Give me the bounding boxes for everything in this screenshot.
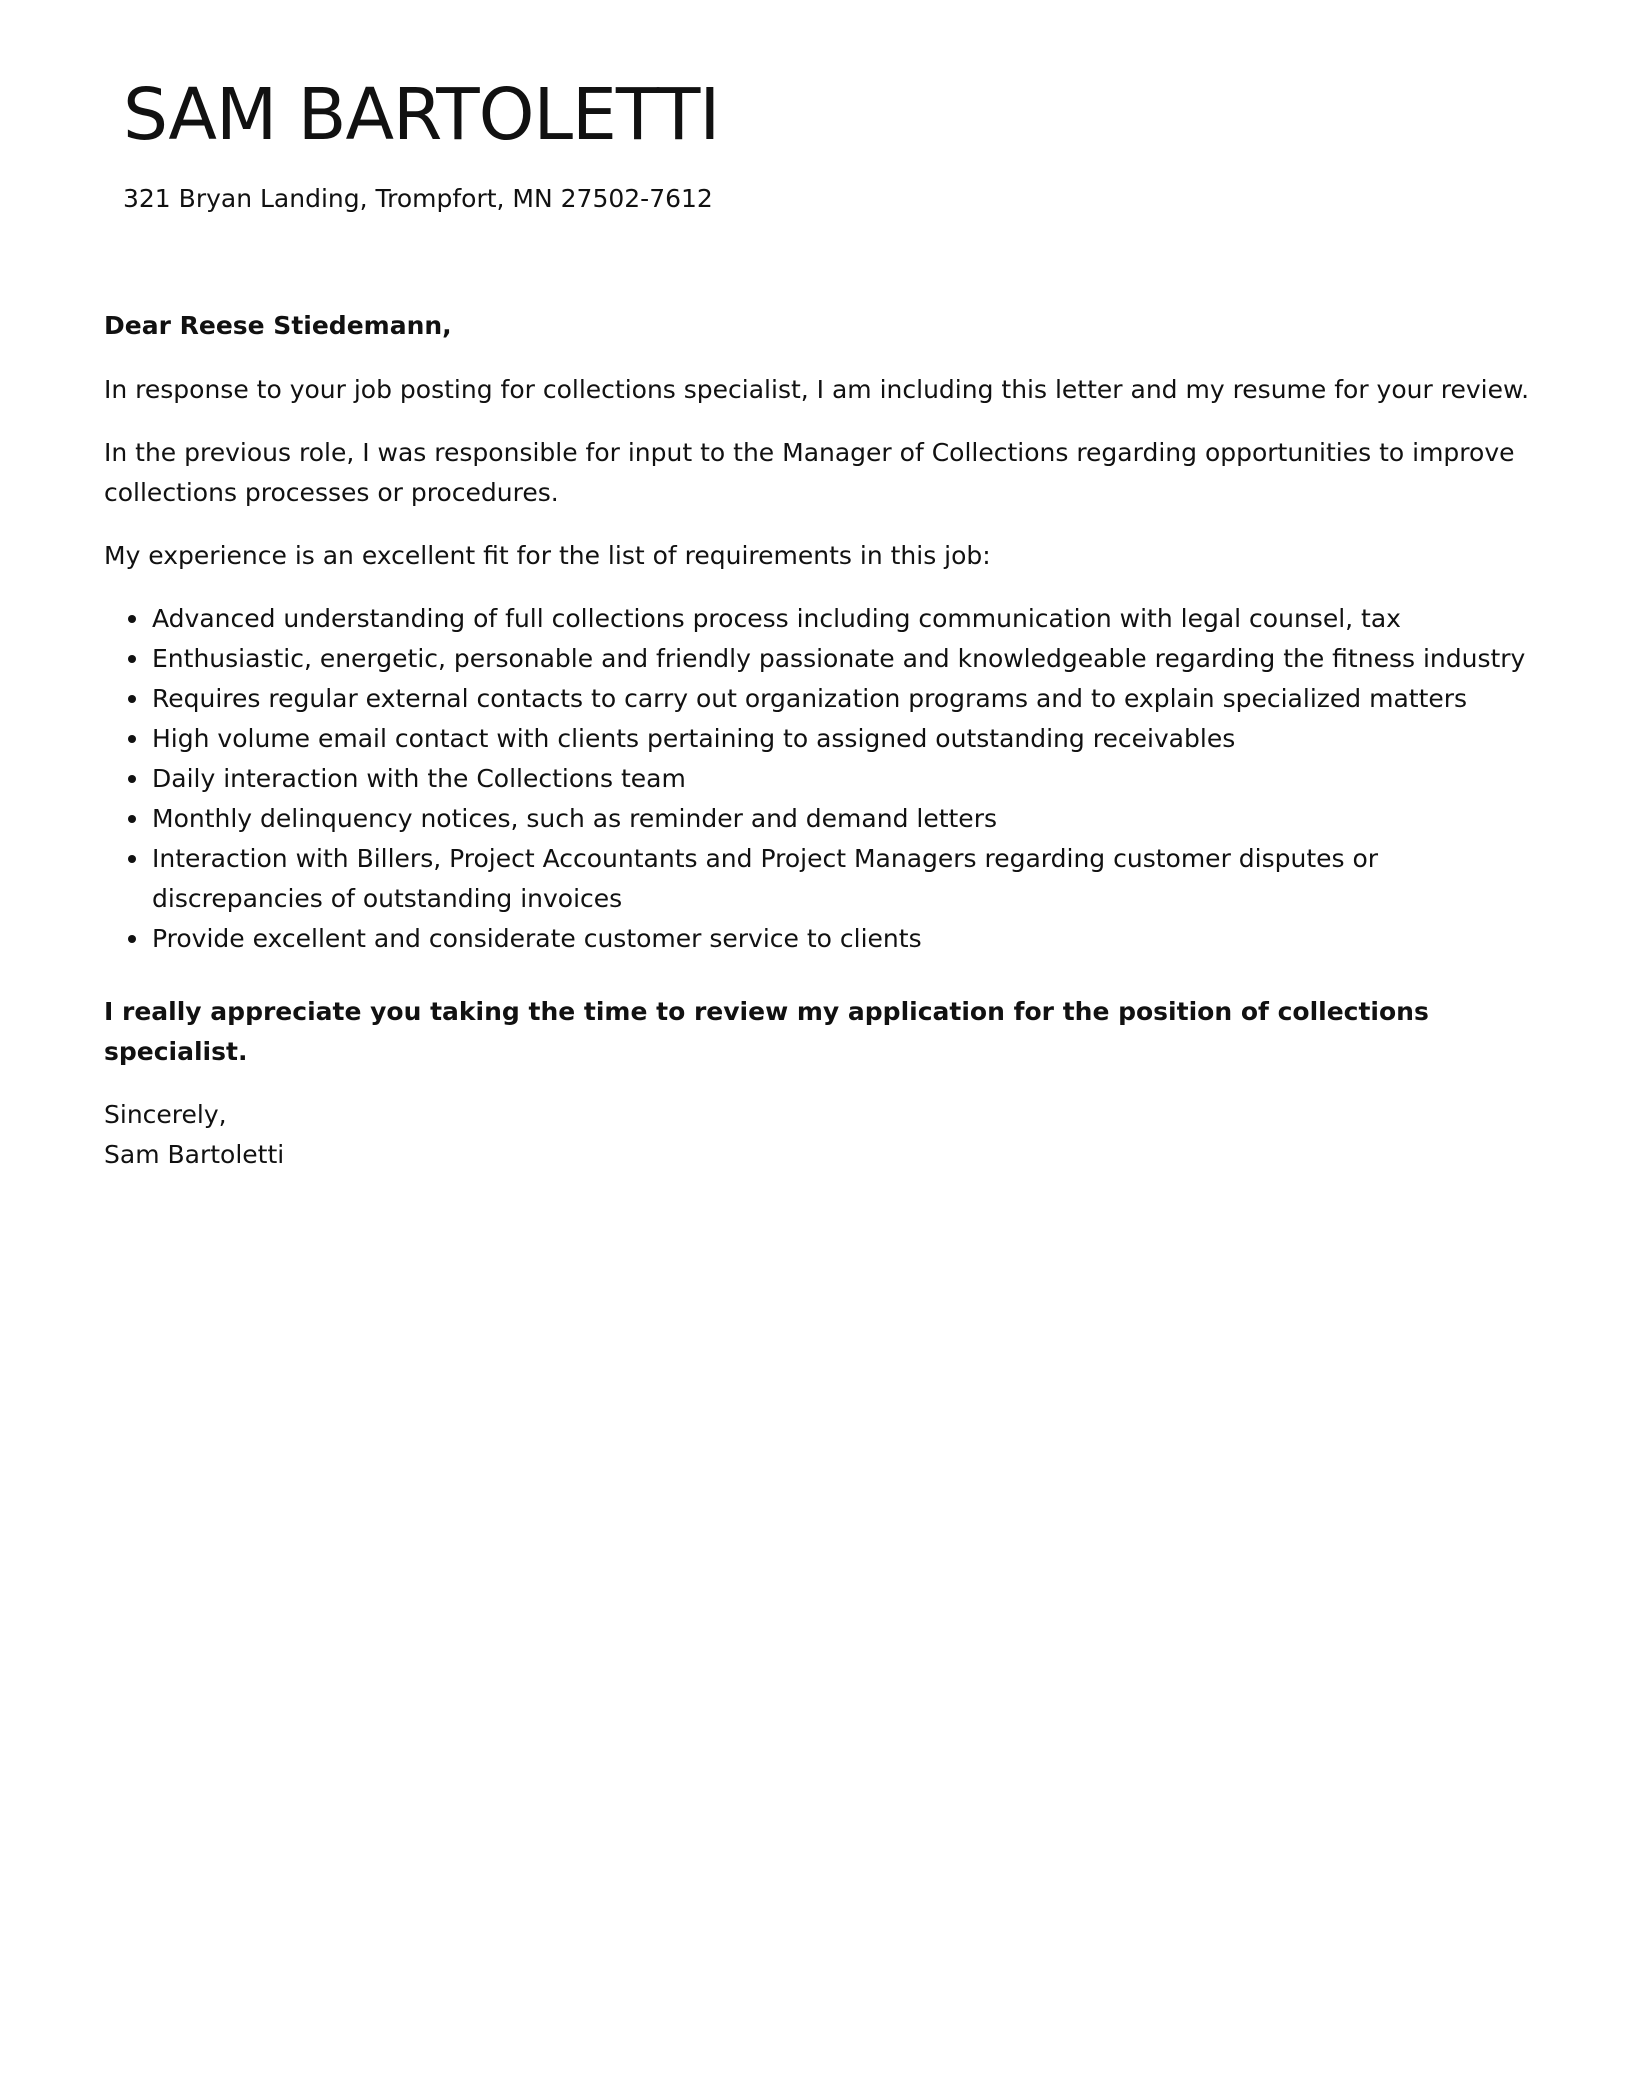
bullet-icon <box>128 935 136 943</box>
letter-body <box>104 306 1534 1175</box>
list-item <box>152 679 1534 719</box>
intro-paragraph: In response to your job posting for collections specialist, I am including this letter and my resume for your review. <box>104 375 1530 404</box>
letter-header <box>123 70 719 216</box>
list-item <box>152 759 1534 799</box>
bullet-icon <box>128 815 136 823</box>
list-item-text: Advanced understanding of full collections process including communication with legal counsel, tax <box>152 604 1401 633</box>
signature-name: Sam Bartoletti <box>104 1140 285 1169</box>
closing-paragraph: I really appreciate you taking the time to review my application for the position of collections specialist. <box>104 997 1429 1066</box>
list-item <box>152 799 1534 839</box>
requirements-intro-paragraph: My experience is an excellent fit for the list of requirements in this job: <box>104 541 991 570</box>
list-item-text: Requires regular external contacts to carry out organization programs and to explain specialized matters <box>152 684 1468 713</box>
list-item <box>152 839 1534 919</box>
bullet-icon <box>128 735 136 743</box>
list-item <box>152 719 1534 759</box>
list-item-text: Monthly delinquency notices, such as reminder and demand letters <box>152 804 997 833</box>
applicant-address: 321 Bryan Landing, Trompfort, MN 27502-7612 <box>123 184 713 213</box>
list-item <box>152 599 1534 639</box>
list-item-text: Daily interaction with the Collections team <box>152 764 686 793</box>
bullet-icon <box>128 615 136 623</box>
bullet-icon <box>128 855 136 863</box>
list-item-text: Provide excellent and considerate customer service to clients <box>152 924 922 953</box>
bullet-icon <box>128 695 136 703</box>
signoff: Sincerely, <box>104 1100 227 1129</box>
list-item-text: Interaction with Billers, Project Accountants and Project Managers regarding customer disputes or discrepancies of outstanding invoices <box>152 844 1379 913</box>
bullet-icon <box>128 775 136 783</box>
list-item-text: High volume email contact with clients pertaining to assigned outstanding receivables <box>152 724 1236 753</box>
list-item <box>152 919 1534 959</box>
requirements-list <box>104 599 1534 959</box>
applicant-name: SAM BARTOLETTI <box>123 73 720 156</box>
bullet-icon <box>128 655 136 663</box>
salutation: Dear Reese Stiedemann, <box>104 311 452 340</box>
list-item-text: Enthusiastic, energetic, personable and friendly passionate and knowledgeable regarding the fitness industry <box>152 644 1526 673</box>
previous-role-paragraph: In the previous role, I was responsible for input to the Manager of Collections regarding opportunities to improve collections processes or procedures. <box>104 438 1515 507</box>
list-item <box>152 639 1534 679</box>
